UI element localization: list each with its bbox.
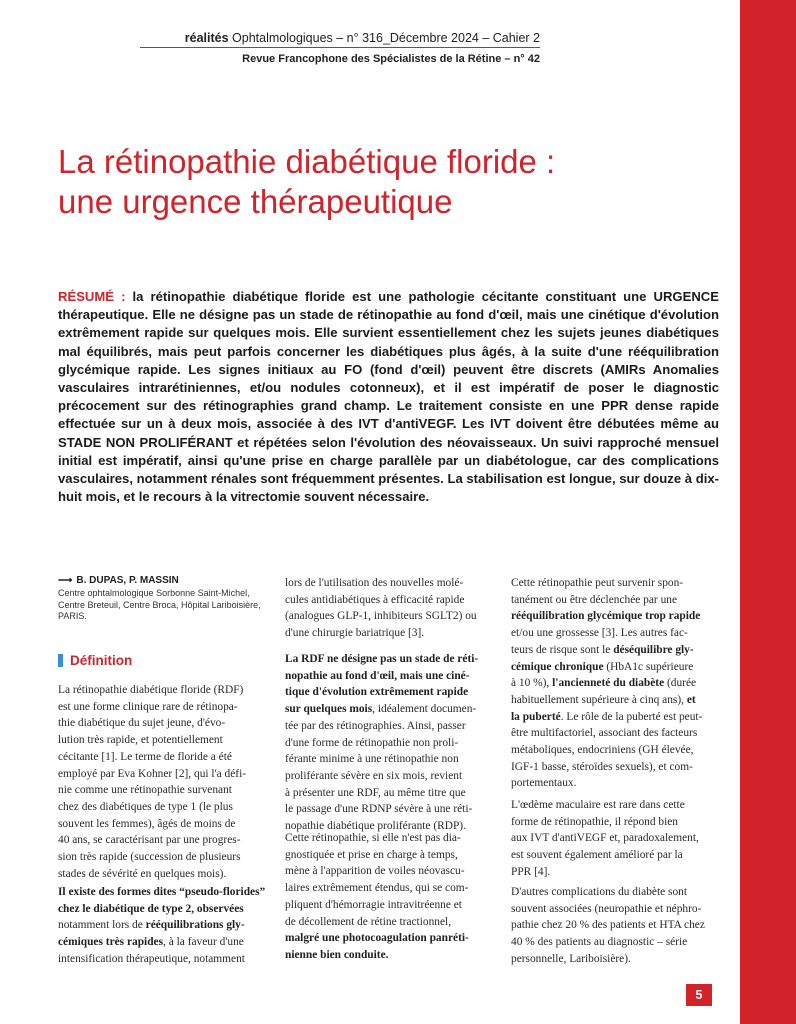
text-line: nopathie au fond d'œil, mais une ciné-	[285, 669, 470, 682]
text-line: notamment lors de rééquilibrations gly-	[58, 919, 245, 932]
column-2	[285, 575, 497, 642]
column-3-c	[511, 884, 723, 968]
text-line: Cette rétinopathie, si elle n'est pas dia-	[285, 832, 461, 844]
text-line: d'une chirurgie bariatrique [3].	[285, 627, 425, 640]
text-line: proliférante sévère en six mois, revient	[285, 769, 463, 782]
text-line: La RDF ne désigne pas un stade de réti-	[285, 653, 479, 665]
text-line: (analogues GLP-1, inhibiteurs SGLT2) ou	[285, 610, 477, 623]
text-line: férante minime à une rétinopathie non	[285, 753, 459, 766]
text-line: thie diabétique du sujet jeune, d'évo-	[58, 717, 226, 730]
column-3	[511, 575, 723, 792]
paragraph	[58, 682, 270, 882]
text-line: gnostiquée et prise en charge à temps,	[285, 848, 458, 861]
text-line: mène à l'apparition de voiles néovascu-	[285, 865, 465, 878]
text-line: La rétinopathie diabétique floride (RDF)	[58, 684, 244, 696]
text-line: cécitante [1]. Le terme de floride a été	[58, 750, 232, 763]
header-rule	[140, 47, 540, 48]
text-line: lors de l'utilisation des nouvelles molé-	[285, 577, 464, 589]
text-line: 40 ans, se caractérisant par une progres-	[58, 834, 241, 847]
text-line: employé par Eva Kohner [2], qui l'a défi-	[58, 767, 247, 780]
paragraph	[511, 797, 723, 881]
text-line: est une forme clinique rare de rétinopa-	[58, 700, 238, 713]
text-line: métaboliques, endocriniens (GH élevée,	[511, 744, 694, 757]
text-line: tée par des rétinographies. Ainsi, passer	[285, 719, 466, 732]
section-title: Définition	[70, 652, 133, 668]
section-square-icon	[58, 654, 63, 667]
column-2-c	[285, 830, 497, 964]
text-line: de décollement de rétine tractionnel,	[285, 915, 452, 928]
text-line: sur quelques mois, idéalement documen-	[285, 703, 477, 716]
text-line: D'autres complications du diabète sont	[511, 886, 688, 898]
text-line: d'une forme de rétinopathie non proli-	[285, 736, 459, 749]
title-line-1: La rétinopathie diabétique floride :	[58, 143, 556, 180]
text-line: personnelle, Lariboisière).	[511, 952, 631, 965]
text-line: portementaux.	[511, 777, 577, 790]
paragraph	[511, 884, 723, 968]
arrow-icon: ⟶	[58, 575, 73, 586]
text-line: nopathie diabétique proliférante (RDP).	[285, 820, 466, 833]
text-line: malgré une photocoagulation panréti-	[285, 932, 469, 945]
page-number: 5	[686, 984, 712, 1006]
paragraph	[285, 651, 497, 835]
column-1-b	[58, 884, 270, 968]
text-line: Il existe des formes dites “pseudo-florides”	[58, 886, 266, 898]
text-line: cémiques très rapides, à la faveur d'une	[58, 936, 244, 949]
text-line: et/ou une grossesse [3]. Les autres fac-	[511, 627, 688, 640]
section-heading	[58, 651, 132, 669]
paragraph	[285, 830, 497, 964]
text-line: chez le diabétique de type 2, observées	[58, 902, 244, 915]
abstract	[58, 288, 719, 506]
text-line: L'œdème maculaire est rare dans cette	[511, 799, 685, 811]
journal-issue: Ophtalmologiques – n° 316_Décembre 2024 – Cahier 2	[232, 31, 540, 45]
text-line: Cette rétinopathie peut survenir spon-	[511, 577, 684, 589]
text-line: la puberté. Le rôle de la puberté est peut-	[511, 710, 703, 723]
text-line: sion très rapide (succession de plusieurs	[58, 851, 241, 864]
text-line: forme de rétinopathie, il répond bien	[511, 815, 679, 828]
text-line: lution très rapide, et potentiellement	[58, 734, 223, 747]
revue-subtitle: Revue Francophone des Spécialistes de la Rétine – n° 42	[242, 53, 540, 65]
text-line: laires extrêmement étendus, qui se com-	[285, 882, 469, 895]
text-line: cules antidiabétiques à efficacité rapide	[285, 593, 465, 606]
text-line: rééquilibration glycémique trop rapide	[511, 610, 701, 623]
text-line: PPR [4].	[511, 865, 551, 878]
text-line: tique d'évolution extrêmement rapide	[285, 686, 469, 699]
paragraph	[285, 575, 497, 642]
red-side-band	[740, 0, 796, 1024]
text-line: nie comme une rétinopathie survenant	[58, 784, 232, 797]
text-line: à 10 %), l'ancienneté du diabète (durée	[511, 677, 697, 690]
text-line: habituellement supérieure à cinq ans), et	[511, 693, 696, 706]
author-names: B. DUPAS, P. MASSIN	[76, 575, 179, 586]
journal-brand: réalités	[184, 31, 229, 45]
text-line: tanément ou être déclenchée par une	[511, 593, 678, 606]
text-line: chez des diabétiques de type 1 (le plus	[58, 800, 233, 813]
text-line: aux IVT d'antiVEGF et, paradoxalement,	[511, 832, 699, 845]
abstract-text: la rétinopathie diabétique floride est une pathologie cécitante constituant une URGENCE thérapeutique. Elle ne désigne pas un stade de rétinopathie au fond d'œil, mais une cinétique d'évolution extrêmement rapide sur quelques mois. Elle survient essentiellement chez les sujets jeunes diabétiques mal équilibrés, mais peut parfois concerner les diabétiques plus âgés, à la suite d'une rééquilibration glycémique rapide. Les signes initiaux au FO (fond d'œil) peuvent être discrets (AMIRs Anomalies vasculaires intrarétiniennes, et/ou nodules cotonneux), et il est impératif de poser le diagnostic précocement sur des rétinographies grand champ. Le traitement consiste en une PPR dense rapide effectuée sur un à deux mois, associée à des IVT d'antiVEGF. Les IVT doivent être débutées même au STADE NON PROLIFÉRANT et répétées selon l'évolution des néovaisseaux. Un suivi rapproché mensuel initial est impératif, ainsi qu'une prise en charge parallèle par un diabétologue, car des complications vasculaires, notamment rénales sont fréquemment présentes. La stabilisation est longue, sur douze à dix-huit mois, et le recours à la vitrectomie souvent nécessaire.	[58, 289, 719, 505]
text-line: le passage d'une RDNP sévère à une réti-	[285, 803, 473, 816]
text-line: nienne bien conduite.	[285, 948, 389, 961]
text-line: cémique chronique (HbA1c supérieure	[511, 660, 694, 673]
authors-block	[58, 575, 270, 623]
text-line: pliquent d'hémorragie intravitréenne et	[285, 898, 462, 911]
article-title	[58, 142, 698, 222]
abstract-label: RÉSUMÉ :	[58, 289, 126, 304]
text-line: stades de sévérité en quelques mois).	[58, 867, 227, 880]
text-line: teurs de risque sont le déséquilibre gly-	[511, 643, 694, 656]
text-line: 40 % des patients au diagnostic – série	[511, 936, 688, 949]
paragraph	[58, 884, 270, 968]
text-line: à présenter une RDF, au même titre que	[285, 786, 466, 799]
text-line: IGF-1 basse, stéroïdes sexuels), et com-	[511, 760, 693, 773]
text-line: être multifactoriel, associant des facteurs	[511, 727, 698, 740]
text-line: intensification thérapeutique, notamment	[58, 952, 245, 965]
column-1	[58, 682, 270, 882]
text-line: souvent les femmes), âgés de moins de	[58, 817, 236, 830]
paragraph	[511, 575, 723, 792]
title-line-2: une urgence thérapeutique	[58, 183, 453, 220]
author-affiliation: Centre ophtalmologique Sorbonne Saint-Michel, Centre Breteuil, Centre Broca, Hôpital Lariboisière, PARIS.	[58, 588, 261, 621]
journal-header	[180, 31, 540, 45]
text-line: pathie chez 20 % des patients et HTA chez	[511, 919, 705, 932]
column-2-b	[285, 651, 497, 835]
text-line: souvent associées (neuropathie et néphro-	[511, 902, 702, 915]
text-line: est souvent également amélioré par la	[511, 849, 683, 862]
column-3-b	[511, 797, 723, 881]
